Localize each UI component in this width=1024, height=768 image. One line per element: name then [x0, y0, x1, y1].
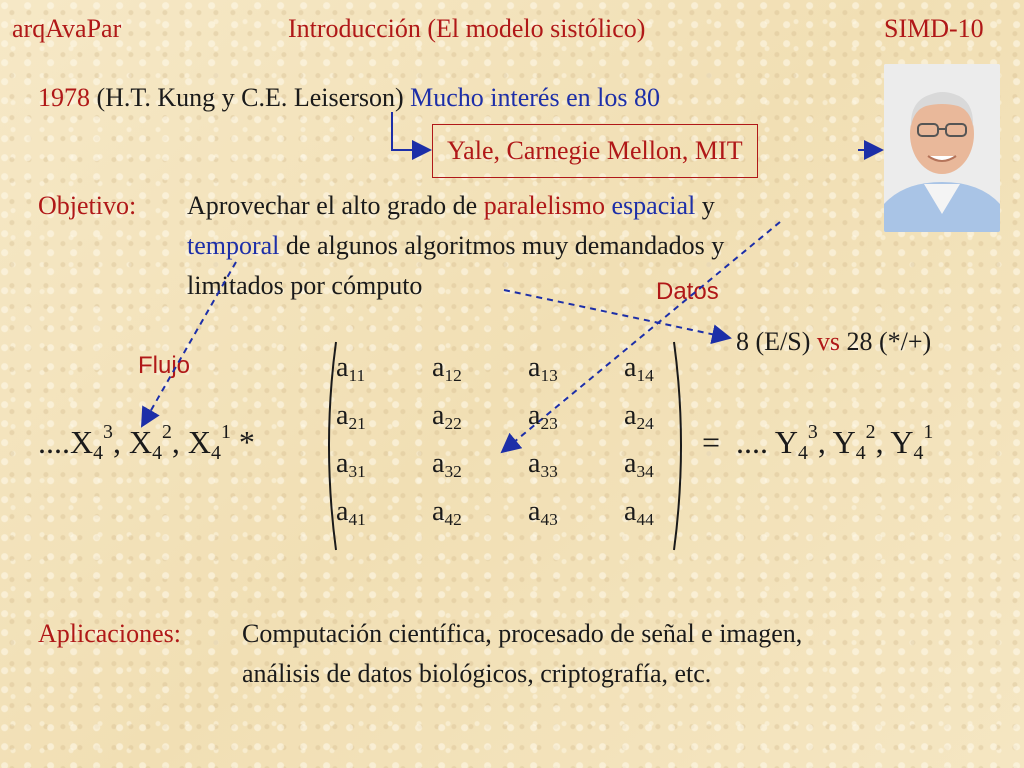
cell-index: 12 [444, 366, 462, 386]
subscript: 4 [855, 441, 866, 464]
multiply-sign: * [230, 424, 255, 460]
cell-index: 32 [444, 462, 462, 482]
matrix-cell [336, 496, 426, 528]
cell-index: 41 [348, 510, 366, 530]
flujo-arrow [142, 262, 236, 426]
subscript: 4 [93, 441, 104, 464]
connector-arrow [392, 112, 430, 150]
subscript: 4 [211, 441, 221, 464]
superscript: 1 [220, 421, 231, 444]
matrix-cell [624, 448, 714, 480]
cell-index: 34 [636, 462, 654, 482]
op-count: 28 (*/+) [840, 327, 932, 356]
cell-letter: a [528, 496, 541, 527]
vector-prefix: .... [736, 424, 769, 460]
vector-prefix: ....X [38, 424, 94, 460]
matrix-cell [624, 496, 714, 528]
matrix-cell [528, 352, 618, 384]
cell-letter: a [432, 352, 445, 383]
cell-letter: a [432, 496, 445, 527]
cell-index: 11 [348, 366, 366, 386]
universities-box: Yale, Carnegie Mellon, MIT [432, 124, 758, 178]
cell-letter: a [336, 352, 349, 383]
superscript: 2 [865, 421, 876, 444]
cell-index: 44 [636, 510, 654, 530]
cell-letter: a [624, 352, 637, 383]
keyword-temporal: temporal [187, 231, 280, 260]
matrix-cell [528, 496, 618, 528]
output-vector: = .... $Y_4^3$, $Y_4^2$, $Y_4^1$ [702, 421, 934, 464]
applications-line-1: Computación científica, procesado de señal e imagen, [242, 619, 803, 648]
matrix-cell [624, 352, 714, 384]
slide-title: Introducción (El modelo sistólico) [288, 14, 646, 43]
history-year: 1978 [38, 83, 90, 112]
matrix-cell [432, 400, 522, 432]
cell-index: 21 [348, 414, 366, 434]
matrix-cell [336, 400, 426, 432]
cell-index: 33 [540, 462, 558, 482]
cell-index: 24 [636, 414, 654, 434]
cell-letter: a [528, 352, 541, 383]
history-authors: (H.T. Kung y C.E. Leiserson) [96, 83, 404, 112]
objective-text: de algunos algoritmos muy demandados y [279, 231, 725, 260]
cell-index: 13 [540, 366, 558, 386]
matrix-left-bracket [329, 342, 336, 550]
equals-sign: = [702, 424, 721, 460]
matrix-cell [336, 352, 426, 384]
superscript: 3 [103, 421, 113, 444]
cell-letter: a [336, 400, 349, 431]
superscript: 2 [161, 421, 172, 444]
cell-letter: a [528, 448, 541, 479]
subscript: 4 [913, 441, 924, 464]
io-count: 8 (E/S) [736, 327, 817, 356]
objective-line-3: limitados por cómputo [187, 271, 423, 300]
slide-number: SIMD-10 [884, 14, 984, 43]
datos-label: Datos [656, 278, 719, 305]
cell-index: 22 [444, 414, 462, 434]
subscript: 4 [797, 441, 808, 464]
matrix-cell [528, 400, 618, 432]
cell-index: 23 [540, 414, 558, 434]
cell-index: 43 [540, 510, 558, 530]
keyword-paralelismo: paralelismo [483, 191, 605, 220]
history-interest: Mucho interés en los 80 [410, 83, 660, 112]
superscript: 1 [923, 421, 934, 444]
cell-letter: a [624, 496, 637, 527]
keyword-espacial: espacial [605, 191, 696, 220]
cell-index: 31 [348, 462, 366, 482]
matrix-cell [432, 448, 522, 480]
objective-text: Aprovechar el alto grado de [187, 191, 484, 220]
cell-letter: a [432, 448, 445, 479]
flujo-label: Flujo [138, 352, 191, 379]
matrix-cell [624, 400, 714, 432]
matrix [336, 352, 676, 542]
matrix-cell [432, 496, 522, 528]
cell-letter: a [336, 448, 349, 479]
matrix-cell [432, 352, 522, 384]
applications-line-2: análisis de datos biológicos, criptografía, etc. [242, 659, 712, 688]
io-vs: vs [816, 327, 841, 356]
subscript: 4 [152, 441, 162, 464]
cell-letter: a [624, 400, 637, 431]
cell-letter: a [624, 448, 637, 479]
applications-label: Aplicaciones: [38, 619, 181, 648]
matrix-cell [336, 448, 426, 480]
input-vector: $....X_4^3$, $X_4^2$, $X_4^1$ * [38, 421, 255, 464]
cell-letter: a [336, 496, 349, 527]
cell-letter: a [432, 400, 445, 431]
io-arrow [504, 290, 730, 338]
cell-index: 14 [636, 366, 654, 386]
cell-letter: a [528, 400, 541, 431]
cell-index: 42 [444, 510, 462, 530]
objective-text: y [695, 191, 715, 220]
matrix-cell [528, 448, 618, 480]
objective-label: Objetivo: [38, 191, 137, 220]
superscript: 3 [807, 421, 818, 444]
header-left: arqAvaPar [12, 14, 122, 43]
